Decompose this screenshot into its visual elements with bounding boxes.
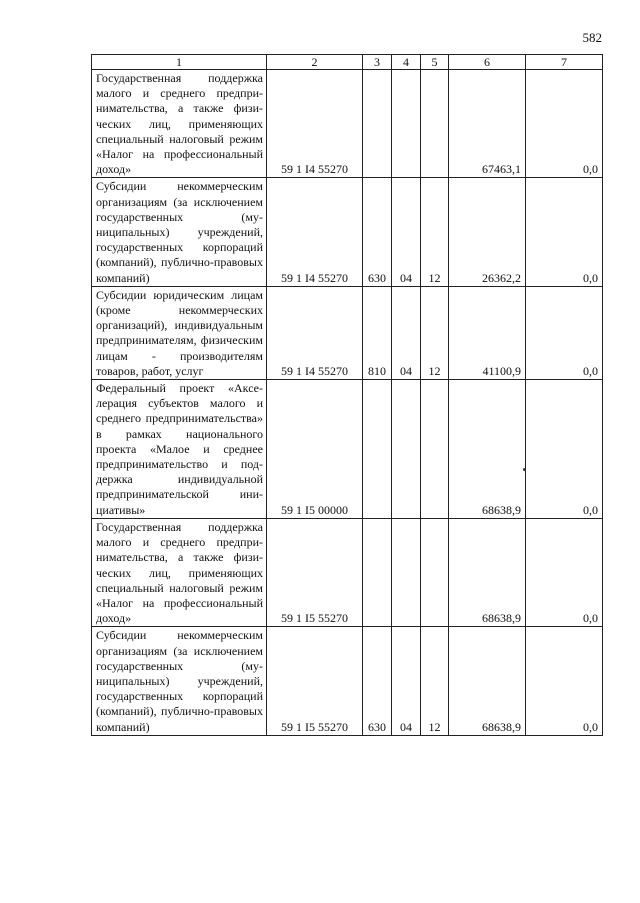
item-col5 <box>421 380 449 519</box>
page-number: 582 <box>582 30 602 45</box>
column-header-3: 3 <box>363 55 392 70</box>
item-amount: 68638,9 <box>449 380 526 519</box>
item-col4 <box>392 518 421 626</box>
item-col3: 630 <box>363 627 392 735</box>
item-name: Субсидии некоммерческим организациям (за исключением государственных (муниципальных) учреждений, государственных корпораций (компаний), публично-правовых компаний) <box>92 627 267 735</box>
item-name: Субсидии некоммерческим организациям (за исключением государственных (муниципальных) учреждений, государственных корпораций (компаний), публично-правовых компаний) <box>92 178 267 286</box>
item-amount: 68638,9 <box>449 518 526 626</box>
item-amount: 68638,9 <box>449 627 526 735</box>
item-code: 59 1 I4 55270 <box>267 178 363 286</box>
item-col7-amount: 0,0 <box>526 627 603 735</box>
item-col3: 630 <box>363 178 392 286</box>
column-header-6: 6 <box>449 55 526 70</box>
item-amount: 26362,2 <box>449 178 526 286</box>
item-col7-amount: 0,0 <box>526 518 603 626</box>
budget-table <box>91 54 603 736</box>
scan-artifact-dot <box>523 468 526 471</box>
item-col4: 04 <box>392 178 421 286</box>
item-col3 <box>363 70 392 178</box>
item-name: Федеральный проект «Акселерация субъектов малого и среднего предпринимательства» в рамках национального проекта «Малое и среднее предпринимательство и поддержка индивидуальной предпринимательской инициативы» <box>92 380 267 519</box>
item-col7-amount: 0,0 <box>526 286 603 379</box>
column-header-4: 4 <box>392 55 421 70</box>
column-header-1: 1 <box>92 55 267 70</box>
item-col7-amount: 0,0 <box>526 380 603 519</box>
item-col3 <box>363 518 392 626</box>
item-col4: 04 <box>392 627 421 735</box>
item-name: Государственная поддержка малого и среднего предпринимательства, а также физических лиц, применяющих специальный налоговый режим «Налог на профессиональный доход» <box>92 70 267 178</box>
table-row <box>92 518 603 626</box>
item-col7-amount: 0,0 <box>526 70 603 178</box>
item-code: 59 1 I4 55270 <box>267 286 363 379</box>
table-row <box>92 178 603 286</box>
item-col3 <box>363 380 392 519</box>
item-code: 59 1 I5 55270 <box>267 518 363 626</box>
item-col4 <box>392 70 421 178</box>
item-col5: 12 <box>421 627 449 735</box>
item-col5 <box>421 70 449 178</box>
item-name: Субсидии юридическим лицам (кроме некоммерческих организаций), индивидуальным предпринимателям, физическим лицам - производителям товаров, работ, услуг <box>92 286 267 379</box>
item-code: 59 1 I4 55270 <box>267 70 363 178</box>
column-header-2: 2 <box>267 55 363 70</box>
item-code: 59 1 I5 55270 <box>267 627 363 735</box>
table-row <box>92 627 603 735</box>
item-code: 59 1 I5 00000 <box>267 380 363 519</box>
item-col3: 810 <box>363 286 392 379</box>
item-col4 <box>392 380 421 519</box>
table-row <box>92 70 603 178</box>
item-amount: 67463,1 <box>449 70 526 178</box>
item-col4: 04 <box>392 286 421 379</box>
item-col7-amount: 0,0 <box>526 178 603 286</box>
item-col5 <box>421 518 449 626</box>
item-amount: 41100,9 <box>449 286 526 379</box>
item-col5: 12 <box>421 286 449 379</box>
column-header-7: 7 <box>526 55 603 70</box>
item-name: Государственная поддержка малого и среднего предпринимательства, а также физических лиц, применяющих специальный налоговый режим «Налог на профессиональный доход» <box>92 518 267 626</box>
table-row <box>92 286 603 379</box>
table-row <box>92 380 603 519</box>
header-row <box>92 55 603 70</box>
item-col5: 12 <box>421 178 449 286</box>
column-header-5: 5 <box>421 55 449 70</box>
